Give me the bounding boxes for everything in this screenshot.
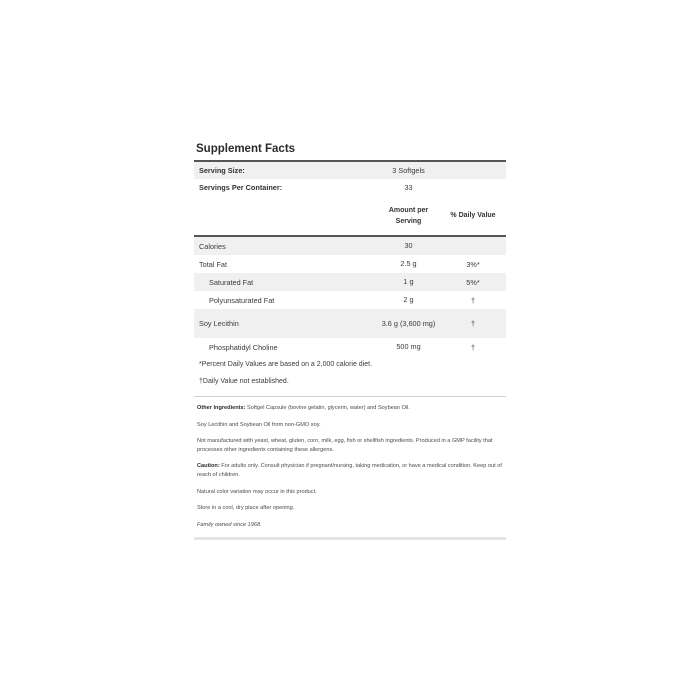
footnote-percent-dv: *Percent Daily Values are based on a 2,000 calorie diet. bbox=[199, 361, 373, 368]
serving-size-value: 3 Softgels bbox=[392, 165, 425, 175]
caution-label: Caution: bbox=[197, 463, 220, 470]
nutrient-row-saturated-fat bbox=[194, 273, 506, 291]
nutrient-row-soy-lecithin bbox=[194, 309, 506, 338]
nutrient-name: Soy Lecithin bbox=[199, 319, 239, 328]
allergen-note: Not manufactured with yeast, wheat, gluten, corn, milk, egg, fish or shellfish ingredients. Produced in a GMP facility that processes other ingredients containing these allergens. bbox=[197, 438, 493, 453]
nutrient-name: Polyunsaturated Fat bbox=[209, 295, 275, 305]
footnotes bbox=[194, 356, 506, 390]
nutrient-row-calories bbox=[194, 237, 506, 255]
servings-per-container-row bbox=[194, 179, 506, 196]
nutrient-row-total-fat bbox=[194, 255, 506, 273]
nutrient-row-phosphatidyl-choline bbox=[194, 338, 506, 356]
nutrient-dv: † bbox=[470, 319, 476, 328]
column-header-row bbox=[194, 196, 506, 237]
nutrient-dv: † bbox=[470, 342, 476, 352]
nutrient-dv: † bbox=[470, 295, 476, 305]
color-variation-note: Natural color variation may occur in this product. bbox=[197, 488, 317, 495]
family-owned-note: Family owned since 1968. bbox=[197, 521, 262, 528]
supplement-facts-panel bbox=[194, 139, 506, 540]
nutrient-amount: 3.6 g (3,600 mg) bbox=[381, 318, 436, 328]
caution-text: For adults only. Consult physician if pregnant/nursing, taking medication, or have a medical condition. Keep out of reach of children. bbox=[197, 463, 502, 478]
other-ingredients-text: Softgel Capsule (bovine gelatin, glycerin, water) and Soybean Oil. bbox=[245, 405, 410, 411]
nutrient-dv: 5%* bbox=[466, 277, 480, 287]
daily-value-header: % Daily Value bbox=[450, 212, 496, 219]
other-ingredients-label: Other Ingredients: bbox=[197, 405, 246, 411]
servings-per-container-value: 33 bbox=[404, 182, 413, 192]
nutrient-name: Phosphatidyl Choline bbox=[209, 342, 278, 352]
nutrient-amount: 30 bbox=[404, 241, 413, 250]
nutrient-name: Calories bbox=[199, 241, 226, 251]
nutrient-name: Saturated Fat bbox=[209, 277, 254, 287]
nutrient-dv: 3%* bbox=[466, 259, 480, 269]
nutrient-amount: 500 mg bbox=[396, 342, 421, 351]
product-notes bbox=[194, 397, 506, 540]
nutrient-amount: 2 g bbox=[403, 295, 414, 304]
caution-paragraph bbox=[197, 462, 503, 479]
storage-note: Store in a cool, dry place after opening. bbox=[197, 505, 295, 512]
serving-size-row bbox=[194, 162, 506, 179]
servings-per-container-label: Servings Per Container: bbox=[199, 183, 283, 192]
nutrient-amount: 2.5 g bbox=[400, 259, 417, 268]
serving-size-label: Serving Size: bbox=[199, 166, 245, 175]
other-ingredients-paragraph bbox=[197, 404, 503, 413]
non-gmo-note: Soy Lecithin and Soybean Oil from non-GMO soy. bbox=[197, 421, 321, 428]
nutrient-name: Total Fat bbox=[199, 259, 227, 269]
nutrient-row-polyunsaturated-fat bbox=[194, 291, 506, 309]
nutrient-amount: 1 g bbox=[403, 277, 414, 286]
amount-per-serving-header: Amount per Serving bbox=[388, 206, 429, 225]
panel-title: Supplement Facts bbox=[194, 139, 506, 162]
footnote-not-established: †Daily Value not established. bbox=[199, 378, 289, 385]
